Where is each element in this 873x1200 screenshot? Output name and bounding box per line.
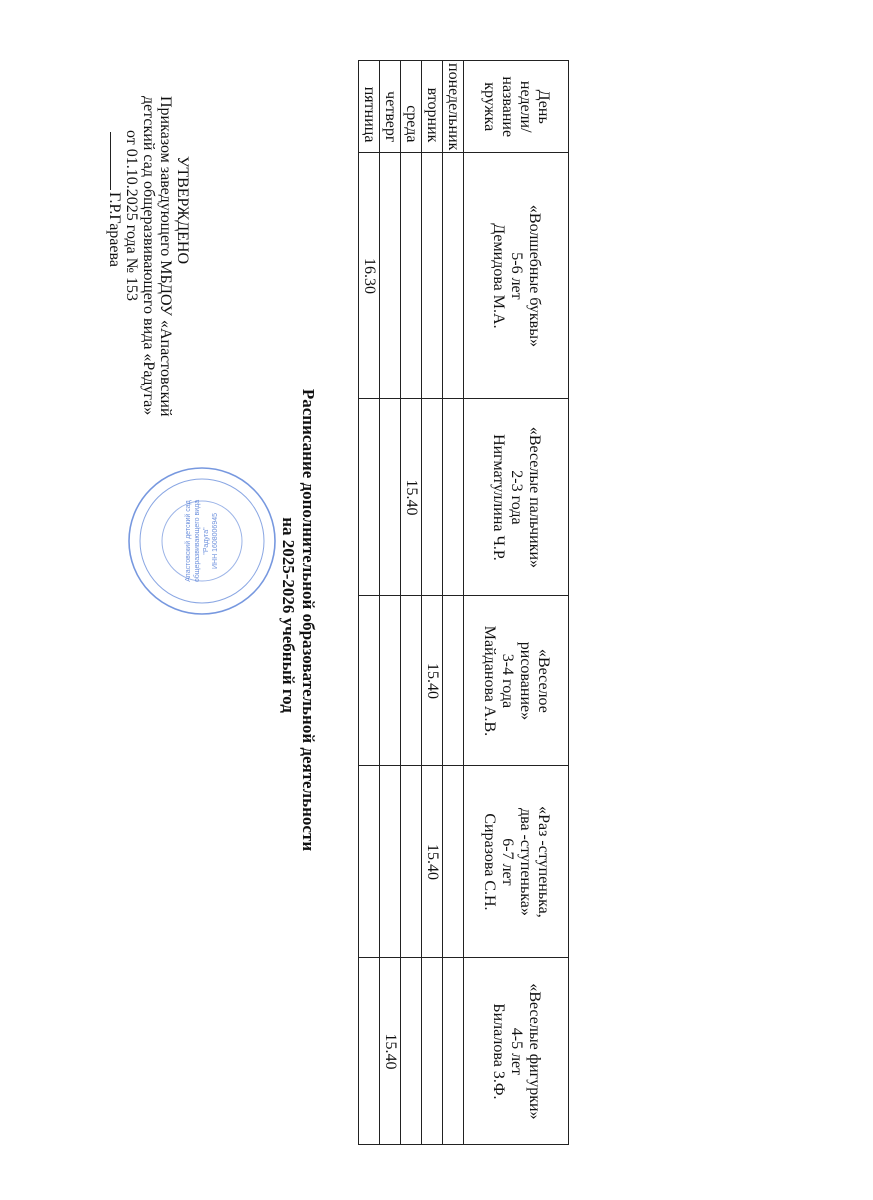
table-header-row	[464, 61, 569, 1145]
approval-organization-line: детский сад общеразвивающего вида «Радуга»	[140, 96, 157, 416]
time-cell	[443, 958, 464, 1145]
seal-line-4: ИНН 1608006945	[212, 512, 219, 570]
day-cell: среда	[401, 61, 422, 153]
time-cell	[401, 596, 422, 766]
time-cell	[380, 766, 401, 958]
time-cell	[422, 399, 443, 596]
time-cell	[359, 596, 380, 766]
time-cell	[443, 596, 464, 766]
time-cell: 16.30	[359, 153, 380, 399]
time-cell	[422, 958, 443, 1145]
time-cell	[380, 596, 401, 766]
day-cell: четверг	[380, 61, 401, 153]
approval-heading: УТВЕРЖДЕНО	[174, 156, 191, 265]
header-cell-club-2: «Веселые пальчики» 2-3 года Нигматуллина Ч.Р.	[464, 399, 569, 596]
time-cell	[443, 766, 464, 958]
schedule-table	[358, 60, 569, 1145]
time-cell: 15.40	[401, 399, 422, 596]
time-cell	[401, 958, 422, 1145]
day-cell: вторник	[422, 61, 443, 153]
time-cell	[359, 958, 380, 1145]
time-cell	[443, 399, 464, 596]
title-line-2: на 2025-2026 учебный год	[279, 517, 298, 713]
time-cell: 15.40	[422, 766, 443, 958]
seal-stamp	[127, 466, 277, 616]
header-cell-club-4: «Раз -ступенька, два -ступенька» 6-7 лет Сиразова С.Н.	[464, 766, 569, 958]
approval-signature-line	[106, 56, 123, 576]
time-cell: 15.40	[422, 596, 443, 766]
table-row	[401, 61, 422, 1145]
title-line-1: Расписание дополнительной образовательной деятельности	[299, 388, 318, 852]
time-cell	[422, 153, 443, 399]
header-cell-day: День недели/название кружка	[464, 61, 569, 153]
approval-order-line: Приказом заведующего МБДОУ «Апастовский	[157, 96, 174, 417]
time-cell: 15.40	[380, 958, 401, 1145]
time-cell	[401, 766, 422, 958]
time-cell	[401, 153, 422, 399]
seal-line-3: "Радуга"	[203, 527, 210, 555]
seal-line-1: Апастовский детский сад	[185, 500, 192, 582]
table-row	[359, 61, 380, 1145]
header-cell-club-5: «Веселые фигурки» 4-5 лет Билалова З.Ф.	[464, 958, 569, 1145]
table-row	[380, 61, 401, 1145]
header-cell-club-1: «Волшебные буквы» 5-6 лет Демидова М.А.	[464, 153, 569, 399]
time-cell	[359, 399, 380, 596]
table-row	[443, 61, 464, 1145]
day-cell: пятница	[359, 61, 380, 153]
document-title	[278, 0, 318, 1200]
time-cell	[380, 399, 401, 596]
time-cell	[359, 766, 380, 958]
approval-date-line: от 01.10.2025 года № 153	[123, 130, 140, 301]
header-cell-club-3: «Веселое рисование» 3-4 года Майданова А.В.	[464, 596, 569, 766]
approver-name: Г.Р.Гараева	[106, 192, 123, 267]
time-cell	[380, 153, 401, 399]
day-cell: понедельник	[443, 61, 464, 153]
time-cell	[443, 153, 464, 399]
seal-line-2: общеразвивающего вида	[194, 499, 201, 583]
table-row	[422, 61, 443, 1145]
signature-icon	[110, 132, 111, 190]
